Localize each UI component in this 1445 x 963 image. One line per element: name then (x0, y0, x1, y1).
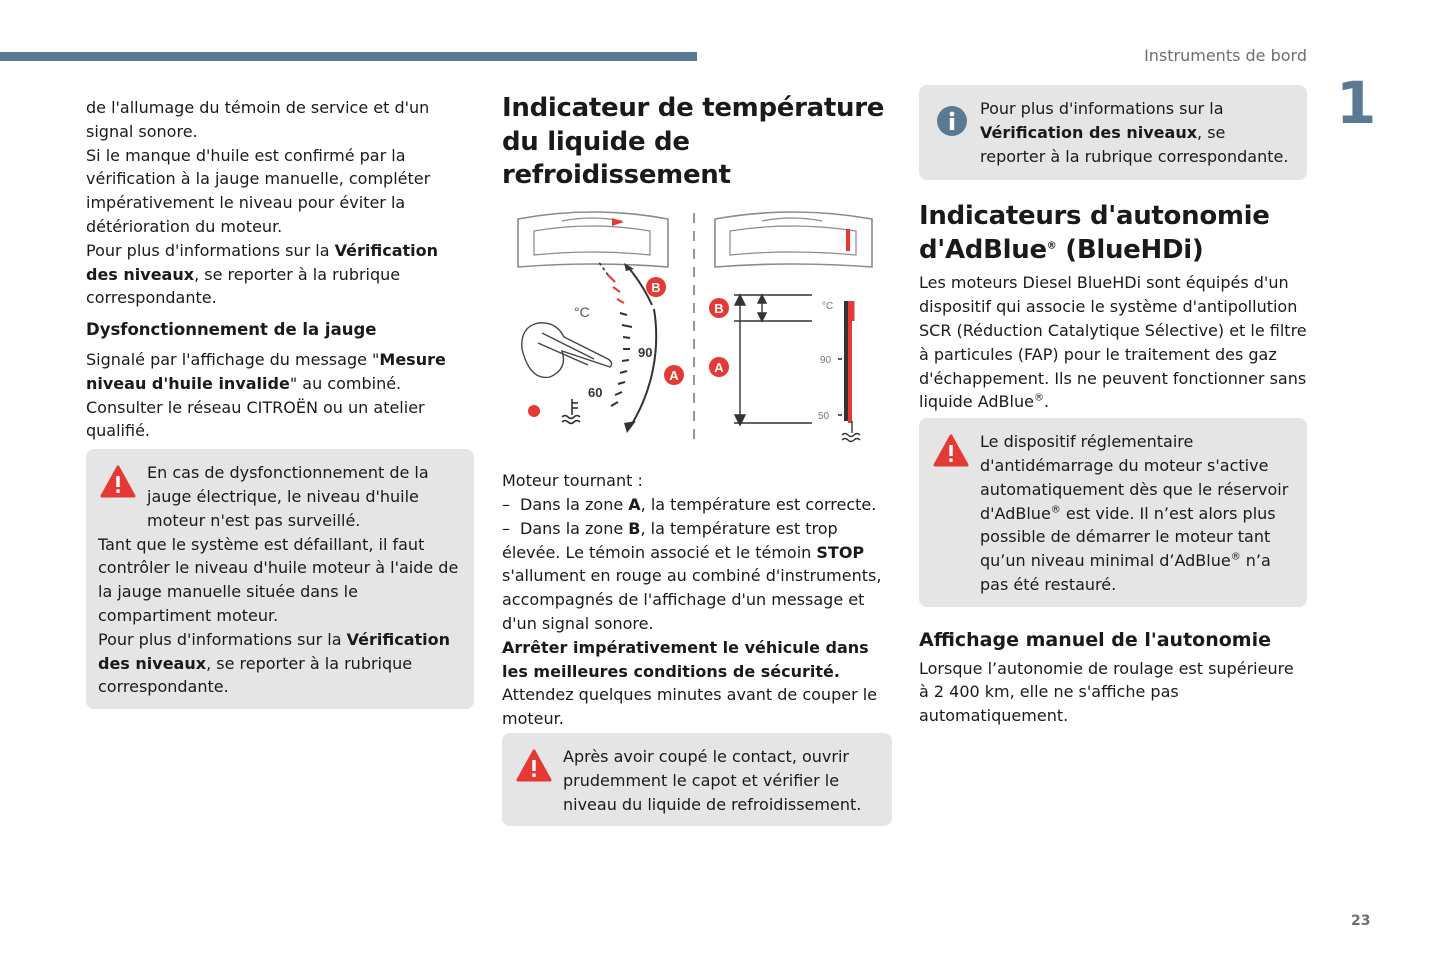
warning-text: En cas de dysfonctionnement de la jauge électrique, le niveau d'huile moteur n'est pas surveillé. (147, 463, 429, 530)
list-item: – Dans la zone A, la température est correcte. (502, 495, 877, 515)
bar-marker-right (846, 229, 850, 251)
coolant-icon-right (842, 421, 860, 442)
warning-text: Après avoir coupé le contact, ouvrir prudemment le capot et vérifier le niveau du liquide de refroidissement. (563, 747, 862, 814)
info-text: Pour plus d'informations sur la Vérification des niveaux, se reporter à la rubrique correspondante. (980, 99, 1289, 166)
paragraph: Attendez quelques minutes avant de couper le moteur. (502, 685, 878, 729)
warning-box (86, 449, 474, 709)
paragraph: Consulter le réseau CITROËN ou un atelier qualifié. (86, 397, 425, 441)
zone-a-label-right: A (714, 359, 724, 375)
warning-icon (516, 749, 552, 783)
warning-icon (100, 465, 136, 499)
chapter-number: 1 (1336, 69, 1377, 137)
label-60-left: 60 (588, 384, 603, 400)
instrument-cluster-left (518, 212, 668, 267)
paragraph: Signalé par l'affichage du message "Mesure niveau d'huile invalide" au combiné. (86, 349, 446, 393)
coolant-gauge-figure (512, 209, 884, 445)
paragraph: Si le manque d'huile est confirmé par la vérification à la jauge manuelle, compléter impérativement le niveau pour éviter la détérioration du moteur. (86, 145, 431, 236)
header-accent-bar (0, 52, 697, 61)
warning-icon (933, 434, 969, 468)
column-middle (502, 92, 892, 826)
warning-box (502, 733, 892, 826)
paragraph: Pour plus d'informations sur la Vérification des niveaux, se reporter à la rubrique correspondante. (86, 240, 439, 308)
adblue-title: Indicateurs d'autonomie d'AdBlue® (BlueHDi) (919, 201, 1270, 265)
ticks-red (608, 275, 624, 303)
unit-label-right: °C (822, 300, 834, 312)
warning-text: Tant que le système est défaillant, il faut contrôler le niveau d'huile moteur à l'aide de la jauge manuelle située dans le compartiment moteur. (98, 534, 459, 625)
subheading: Affichage manuel de l'autonomie (919, 628, 1271, 651)
label-90-right: 90 (820, 354, 832, 366)
arc-zone-a (630, 309, 656, 427)
ticks-normal (611, 313, 632, 406)
coolant-icon (562, 399, 580, 424)
paragraph: Moteur tournant : (502, 471, 643, 491)
bar-gauge-dimension-lines (734, 295, 812, 425)
zone-a-label-left: A (669, 367, 679, 383)
column-right (919, 85, 1307, 728)
paragraph: de l'allumage du témoin de service et d'un signal sonore. (86, 98, 430, 141)
label-90-left: 90 (638, 344, 653, 360)
subheading: Dysfonctionnement de la jauge (86, 320, 377, 340)
warning-box (919, 418, 1307, 607)
needle-marker-left (612, 218, 624, 226)
page-number: 23 (1351, 913, 1371, 929)
paragraph: Les moteurs Diesel BlueHDi sont équipés d'un dispositif qui associe le système d'antipollution SCR (Réduction Catalytique Sélective) et le filtre à particules (FAP) pour le traitement des gaz d'échappement. Ils ne peuvent fonctionner sans liquide AdBlue®. (919, 273, 1307, 412)
section-title: Instruments de bord (1144, 46, 1307, 65)
paragraph: Lorsque l’autonomie de roulage est supérieure à 2 400 km, elle ne s'affiche pas automatiquement. (919, 658, 1294, 726)
warning-light-dot (528, 405, 540, 417)
pointer-hand-icon (522, 322, 612, 377)
paragraph-bold: Arrêter impérativement le véhicule dans les meilleures conditions de sécurité. (502, 637, 869, 681)
zone-b-label-right: B (714, 300, 724, 316)
zone-b-label-left: B (651, 279, 661, 295)
warning-text: Le dispositif réglementaire d'antidémarrage du moteur s'active automatiquement dès que le réservoir d'AdBlue® est vide. Il n’est alors plus possible de démarrer le moteur tant qu’un niveau minimal d’AdBlue® n’a pas été restauré. (980, 432, 1289, 594)
info-icon (936, 105, 968, 137)
warning-text: Pour plus d'informations sur la Vérification des niveaux, se reporter à la rubrique correspondante. (98, 629, 451, 697)
info-box (919, 85, 1307, 180)
column-left (86, 96, 474, 709)
coolant-title: Indicateur de température du liquide de refroidissement (502, 93, 885, 190)
label-50-right: 50 (818, 410, 830, 422)
unit-label-left: °C (574, 303, 590, 320)
list-item: – Dans la zone B, la température est trop élevée. Le témoin associé et le témoin STOP s'allument en rouge au combiné d'instruments, accompagnés de l'affichage d'un message et d'un signal sonore. (502, 518, 882, 634)
